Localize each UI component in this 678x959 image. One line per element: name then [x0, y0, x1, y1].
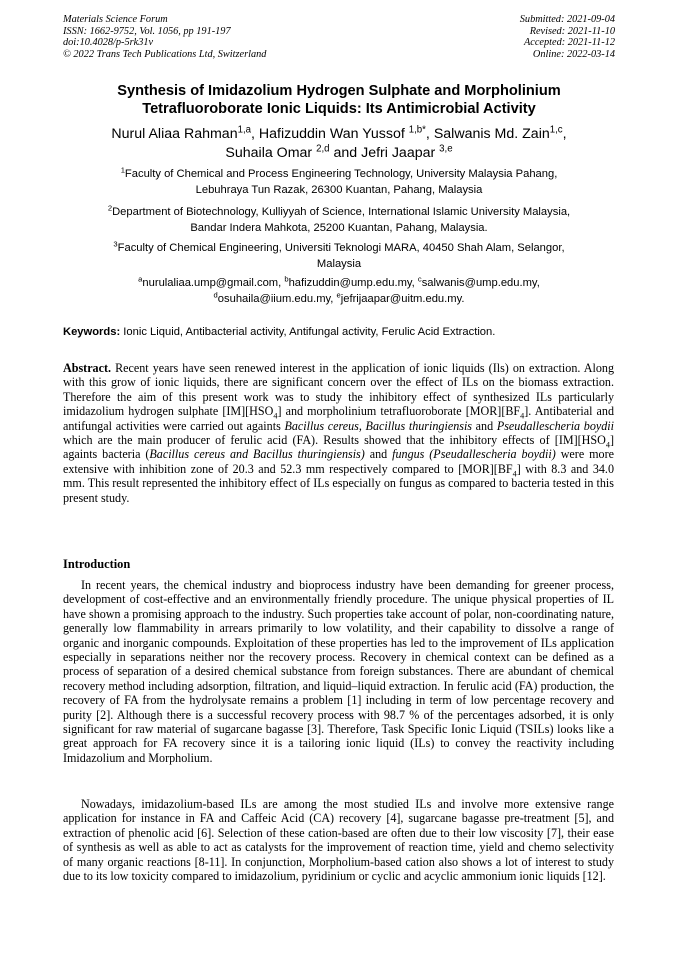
- author-separator: ,: [425, 126, 430, 142]
- author-name: Salwanis Md. Zain: [433, 126, 550, 142]
- author-affil-sup: 1,a: [237, 124, 251, 136]
- author-conjunction: and: [333, 144, 358, 161]
- abstract-text: and: [364, 447, 393, 462]
- abstract-text: which are the main producer of ferulic acid (FA). Results showed that the inhibitory effects of [IM][HSO: [63, 433, 606, 448]
- abstract-text: were more extensive with inhibition zone of 20.3 and 52.3 mm respectively compared to [MOR][BF: [63, 447, 614, 476]
- affiliation-number: 1: [120, 165, 125, 175]
- author-affil-sup: 2,d: [316, 142, 330, 154]
- revised-date: Revised: 2021-11-10: [529, 25, 615, 37]
- author-separator: ,: [251, 126, 255, 142]
- author-affil-sup: 1,b*: [408, 124, 426, 136]
- affiliation-line: Department of Biotechnology, Kulliyyah of Science, International Islamic University Malaysia,: [112, 206, 571, 218]
- affiliation-3: [62, 241, 616, 272]
- species-name: fungus (Pseudallescheria boydii): [392, 447, 556, 462]
- affiliation-line: Malaysia: [316, 257, 362, 270]
- keywords: [63, 325, 623, 339]
- journal-info: [63, 14, 266, 60]
- keywords-text: Ionic Liquid, Antibacterial activity, Antifungal activity, Ferulic Acid Extraction.: [120, 326, 496, 338]
- affiliation-2: [62, 205, 616, 236]
- author-name: Nurul Aliaa Rahman: [111, 126, 238, 142]
- affiliation-number: 3: [113, 239, 118, 249]
- email-link[interactable]: nurulaliaa.ump@gmail.com,: [142, 277, 282, 289]
- abstract: [63, 361, 614, 505]
- abstract-label: Abstract.: [63, 361, 112, 375]
- author-affil-sup: 1,c: [549, 124, 563, 136]
- email-link[interactable]: hafizuddin@ump.edu.my,: [288, 277, 415, 289]
- accepted-date: Accepted: 2021-11-12: [523, 37, 615, 49]
- affiliation-1: [62, 167, 616, 198]
- author-affil-sup: 3,e: [439, 142, 453, 154]
- affiliation-line: Faculty of Chemical and Process Engineering Technology, University Malaysia Pahang,: [124, 168, 558, 180]
- author-list: [40, 125, 638, 162]
- submitted-date: Submitted: 2021-09-04: [519, 14, 615, 25]
- author-name: Hafizuddin Wan Yussof: [258, 126, 405, 142]
- author-separator: ,: [562, 126, 567, 142]
- subscript: 4: [273, 411, 278, 421]
- abstract-text: Recent years have seen renewed interest in the application of ionic liquids (Ils) on extraction. Along with this grow of ionic liquids, there are significant concern over the effect of ILs on the biomass extraction. Therefore the aim of this present work was to study the inhibitory effect of synthesized ILs particularly imidazolium hydrogen sulphate [IM][HSO: [63, 361, 614, 419]
- species-name: Bacillus cereus, Bacillus thuringiensis: [284, 418, 473, 433]
- online-date: Online: 2022-03-14: [532, 48, 615, 60]
- journal-name: Materials Science Forum: [63, 14, 168, 25]
- intro-paragraph-2: Nowadays, imidazolium-based ILs are among the most studied ILs and involve more extensive range application for instance in FA and Caffeic Acid (CA) recovery [4], sugarcane bagasse pre-treatment [5], and extraction of phenolic acid [6]. Selection of these cation-based are often due to their low viscosity [7], their ease of synthesis as well as able to act as catalysts for the improvement of reaction time, yield and chemo selectivity of many organic reactions [8-11]. In conjunction, Morpholium-based cation also shows a lot of interest to study due to its low toxicity compared to imidazolium, pyridinium or cyclic and acyclic ammonium ionic liquids [12].: [63, 797, 614, 884]
- intro-paragraph-1: In recent years, the chemical industry and bioprocess industry have been demanding for greener process, development of cost-effective and an environmentally friendly procedure. The unique physical properties of IL have shown a promising approach to the industry. Such properties take account of polar, non-coordinating nature, generally low flammability in arrears primarily to low volatility, and their capability to dissolve a range of organic and inorganic compounds. Exploitation of these properties has led to the improvement of ILs application especially in separations neither nor the recovery process. Recovery in chemical context can be defined as a process of separation of a desired chemical substance from foreign substances. There are abundant of chemical recovery method including adsorption, filtration, and liquid–liquid extraction. In ferulic acid (FA) production, the recovery of FA from the hydrolysate remains a problem [1] including in term of low percentage recovery and purity [2]. Although there is a successful recovery process with 98.7 % of the percentages adsorbed, it is only significant for raw material of sugarcane bagasse [3]. Therefore, Task Specific Ionic Liquid (TSILs) looks like a great approach for FA recovery since it is a tailoring ionic liquid (ILs) to convey the reactivity including Imidazolium and Morpholium.: [63, 578, 614, 765]
- email-list: $^a$nurulaliaa.ump@gmail.com, $^b$hafizuddin@ump.edu.my, $^c$salwanis@ump.edu.my, $^d$osuhaila@iium.edu.my, $^e$jefrijaapar@uitm.edu.my.: [138, 274, 540, 305]
- abstract-text: and: [472, 418, 497, 433]
- author-name: Suhaila Omar: [225, 144, 313, 161]
- affiliation-line: Lebuhraya Tun Razak, 26300 Kuantan, Pahang, Malaysia: [195, 183, 483, 196]
- doi[interactable]: doi:10.4028/p-5rk31v: [63, 37, 154, 49]
- affiliation-line: Faculty of Chemical Engineering, Universiti Teknologi MARA, 40450 Shah Alam, Selangor,: [117, 242, 565, 254]
- species-name: Bacillus cereus and Bacillus thuringiensis): [149, 447, 365, 462]
- affiliation-number: 2: [107, 203, 113, 213]
- species-name: Pseudallescheria boydii: [496, 418, 614, 433]
- subscript: 4: [520, 411, 525, 421]
- abstract-text: ]. Antibaterial and antifungal activities were carried out againts: [63, 404, 614, 433]
- subscript: 4: [512, 469, 517, 479]
- email-link[interactable]: jefrijaapar@uitm.edu.my.: [340, 292, 465, 305]
- abstract-text: ] with 8.3 and 34.0 mm. This result represented the inhibitory effect of ILs especially on fungus as compared to bacteria tested in this present study.: [63, 461, 614, 505]
- email-link[interactable]: salwanis@ump.edu.my,: [421, 277, 540, 289]
- subscript: 4: [605, 440, 610, 450]
- issn: ISSN: 1662-9752, Vol. 1056, pp 191-197: [63, 25, 231, 37]
- title-line-2: Tetrafluoroborate Ionic Liquids: Its Antimicrobial Activity: [142, 101, 536, 117]
- keywords-label: Keywords:: [63, 326, 121, 338]
- paper-title: [40, 82, 638, 118]
- author-name: Jefri Jaapar: [361, 144, 436, 161]
- section-heading-introduction: Introduction: [63, 557, 131, 571]
- abstract-text: ] againts bacteria (: [63, 433, 614, 462]
- publication-dates: [520, 14, 615, 60]
- copyright: © 2022 Trans Tech Publications Ltd, Switzerland: [63, 48, 267, 60]
- abstract-text: ] and morpholinium tetrafluoroborate [MOR][BF: [277, 404, 521, 419]
- email-link[interactable]: osuhaila@iium.edu.my,: [217, 292, 334, 305]
- affiliation-line: Bandar Indera Mahkota, 25200 Kuantan, Pahang, Malaysia.: [190, 221, 488, 234]
- title-line-1: Synthesis of Imidazolium Hydrogen Sulphate and Morpholinium: [117, 83, 561, 99]
